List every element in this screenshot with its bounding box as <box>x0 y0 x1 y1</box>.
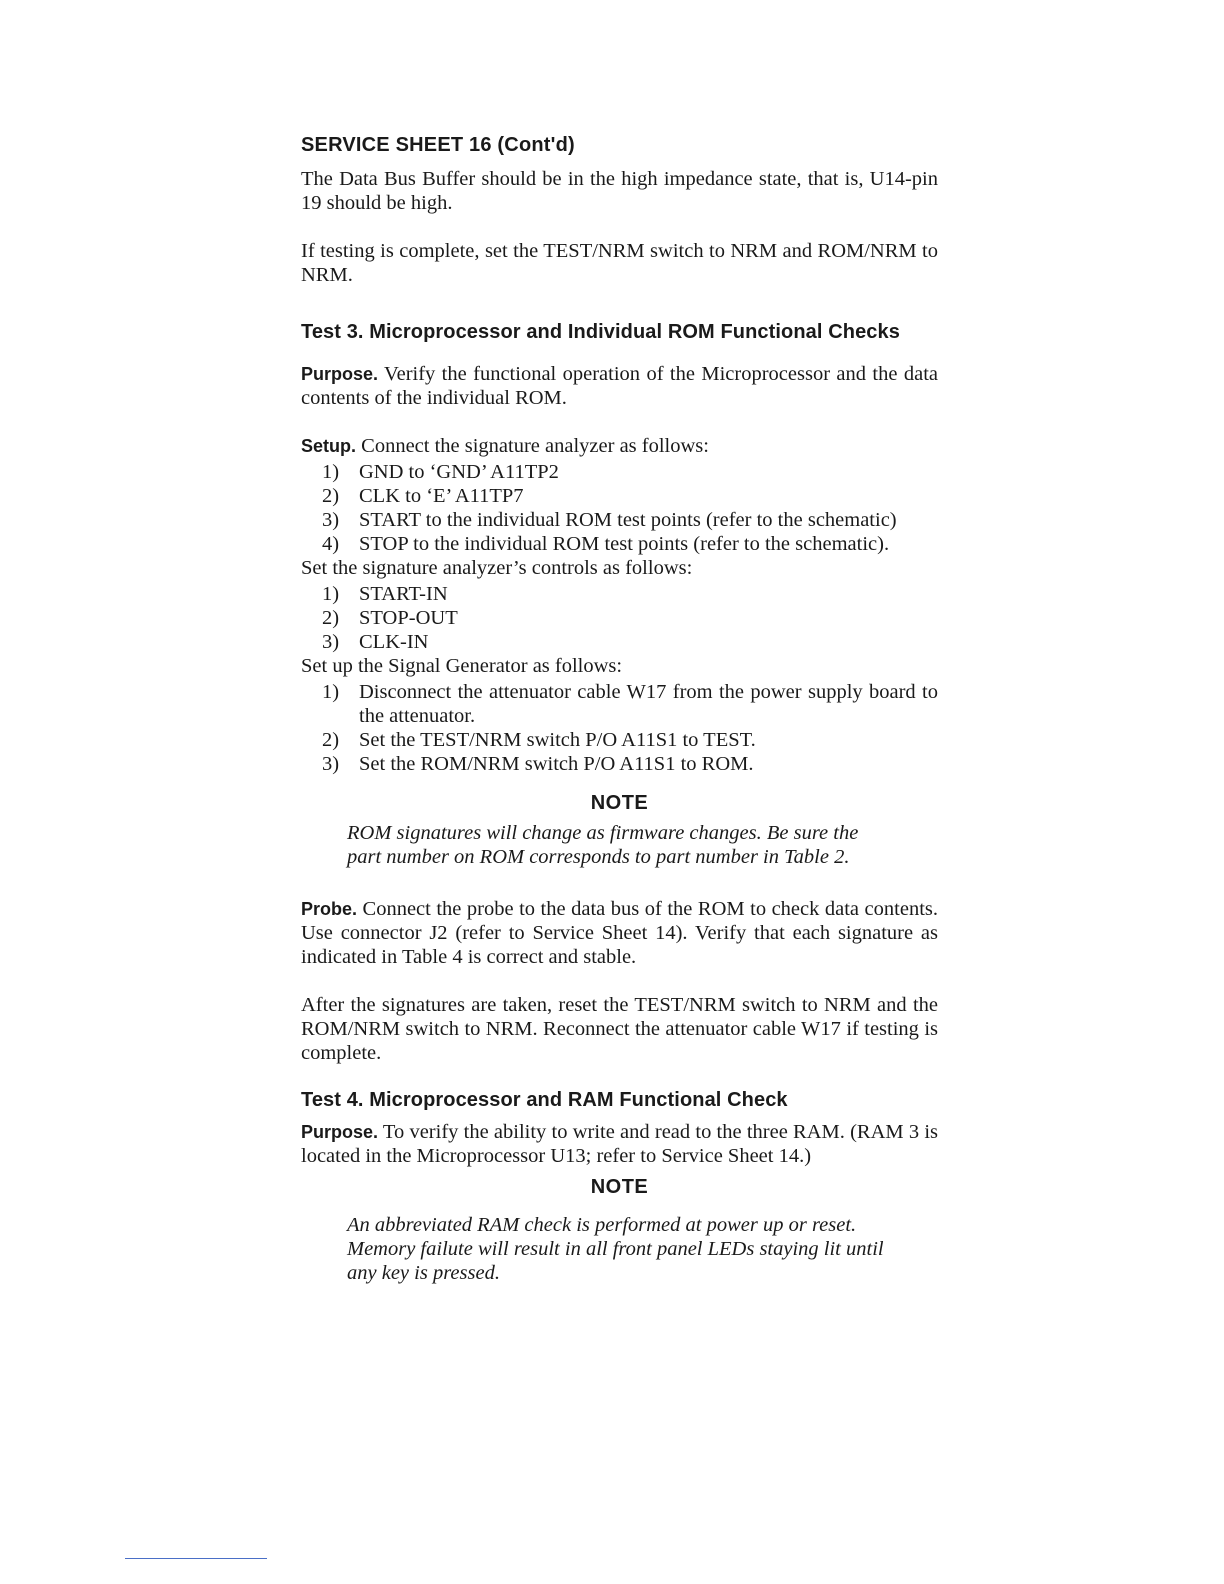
list-item <box>301 484 938 508</box>
step-text: GND to ‘GND’ A11TP2 <box>359 461 559 483</box>
step-text: STOP to the individual ROM test points (refer to the schematic). <box>359 533 890 555</box>
step-number: 1) <box>322 681 340 703</box>
generator-steps-list <box>301 680 938 776</box>
note-body: An abbreviated RAM check is performed at power up or reset. Memory failute will result in all front panel LEDs staying lit until any key is pressed. <box>347 1214 884 1284</box>
step-text: Set the ROM/NRM switch P/O A11S1 to ROM. <box>359 753 754 775</box>
footer-rule <box>125 1558 267 1559</box>
purpose-text: To verify the ability to write and read to the three RAM. (RAM 3 is located in the Microprocessor U13; refer to Service Sheet 14.) <box>301 1121 938 1167</box>
step-number: 3) <box>322 631 340 653</box>
sheet-title: SERVICE SHEET 16 (Cont'd) <box>301 134 575 156</box>
controls-intro: Set the signature analyzer’s controls as follows: <box>301 557 693 579</box>
setup-label: Setup. <box>301 436 357 456</box>
setup-text: Connect the signature analyzer as follows: <box>356 435 709 457</box>
step-number: 1) <box>322 583 340 605</box>
list-item <box>301 582 938 606</box>
setup-steps-list <box>301 460 938 556</box>
list-item <box>301 680 938 728</box>
step-text: Disconnect the attenuator cable W17 from the power supply board to the attenuator. <box>359 681 938 727</box>
test3-probe <box>301 897 938 969</box>
step-text: START-IN <box>359 583 448 605</box>
list-item <box>301 630 938 654</box>
test3-setup <box>301 434 938 458</box>
test3-purpose <box>301 362 938 410</box>
list-item <box>301 752 938 776</box>
test4-purpose <box>301 1120 938 1168</box>
step-number: 2) <box>322 485 340 507</box>
controls-steps-list <box>301 582 938 654</box>
step-text: Set the TEST/NRM switch P/O A11S1 to TEST. <box>359 729 756 751</box>
list-item <box>301 606 938 630</box>
step-text: STOP-OUT <box>359 607 458 629</box>
generator-intro: Set up the Signal Generator as follows: <box>301 655 623 677</box>
step-text: START to the individual ROM test points (refer to the schematic) <box>359 509 897 531</box>
note-title: NOTE <box>590 1176 649 1198</box>
step-number: 3) <box>322 509 340 531</box>
note-title: NOTE <box>590 792 649 814</box>
purpose-label: Purpose. <box>301 364 379 384</box>
list-item <box>301 460 938 484</box>
probe-text: Connect the probe to the data bus of the ROM to check data contents. Use connector J2 (refer to Service Sheet 14). Verify that each signature as indicated in Table 4 is correct and stable. <box>301 898 938 968</box>
test4-heading: Test 4. Microprocessor and RAM Functional Check <box>301 1089 788 1111</box>
note-body: ROM signatures will change as firmware changes. Be sure the part number on ROM corresponds to part number in Table 2. <box>347 822 859 868</box>
step-number: 4) <box>322 533 340 555</box>
intro-paragraph-1: The Data Bus Buffer should be in the high impedance state, that is, U14-pin 19 should be high. <box>301 168 938 214</box>
probe-label: Probe. <box>301 899 358 919</box>
list-item <box>301 728 938 752</box>
step-number: 2) <box>322 729 340 751</box>
list-item <box>301 532 938 556</box>
step-number: 1) <box>322 461 340 483</box>
step-text: CLK to ‘E’ A11TP7 <box>359 485 524 507</box>
step-number: 2) <box>322 607 340 629</box>
intro-paragraph-2: If testing is complete, set the TEST/NRM switch to NRM and ROM/NRM to NRM. <box>301 240 938 286</box>
purpose-label: Purpose. <box>301 1122 379 1142</box>
after-signatures-paragraph: After the signatures are taken, reset the TEST/NRM switch to NRM and the ROM/NRM switch to NRM. Reconnect the attenuator cable W17 if testing is complete. <box>301 994 938 1064</box>
service-sheet-page <box>301 130 938 1285</box>
test3-heading: Test 3. Microprocessor and Individual ROM Functional Checks <box>301 321 900 343</box>
step-text: CLK-IN <box>359 631 429 653</box>
list-item <box>301 508 938 532</box>
purpose-text: Verify the functional operation of the Microprocessor and the data contents of the individual ROM. <box>301 363 938 409</box>
step-number: 3) <box>322 753 340 775</box>
